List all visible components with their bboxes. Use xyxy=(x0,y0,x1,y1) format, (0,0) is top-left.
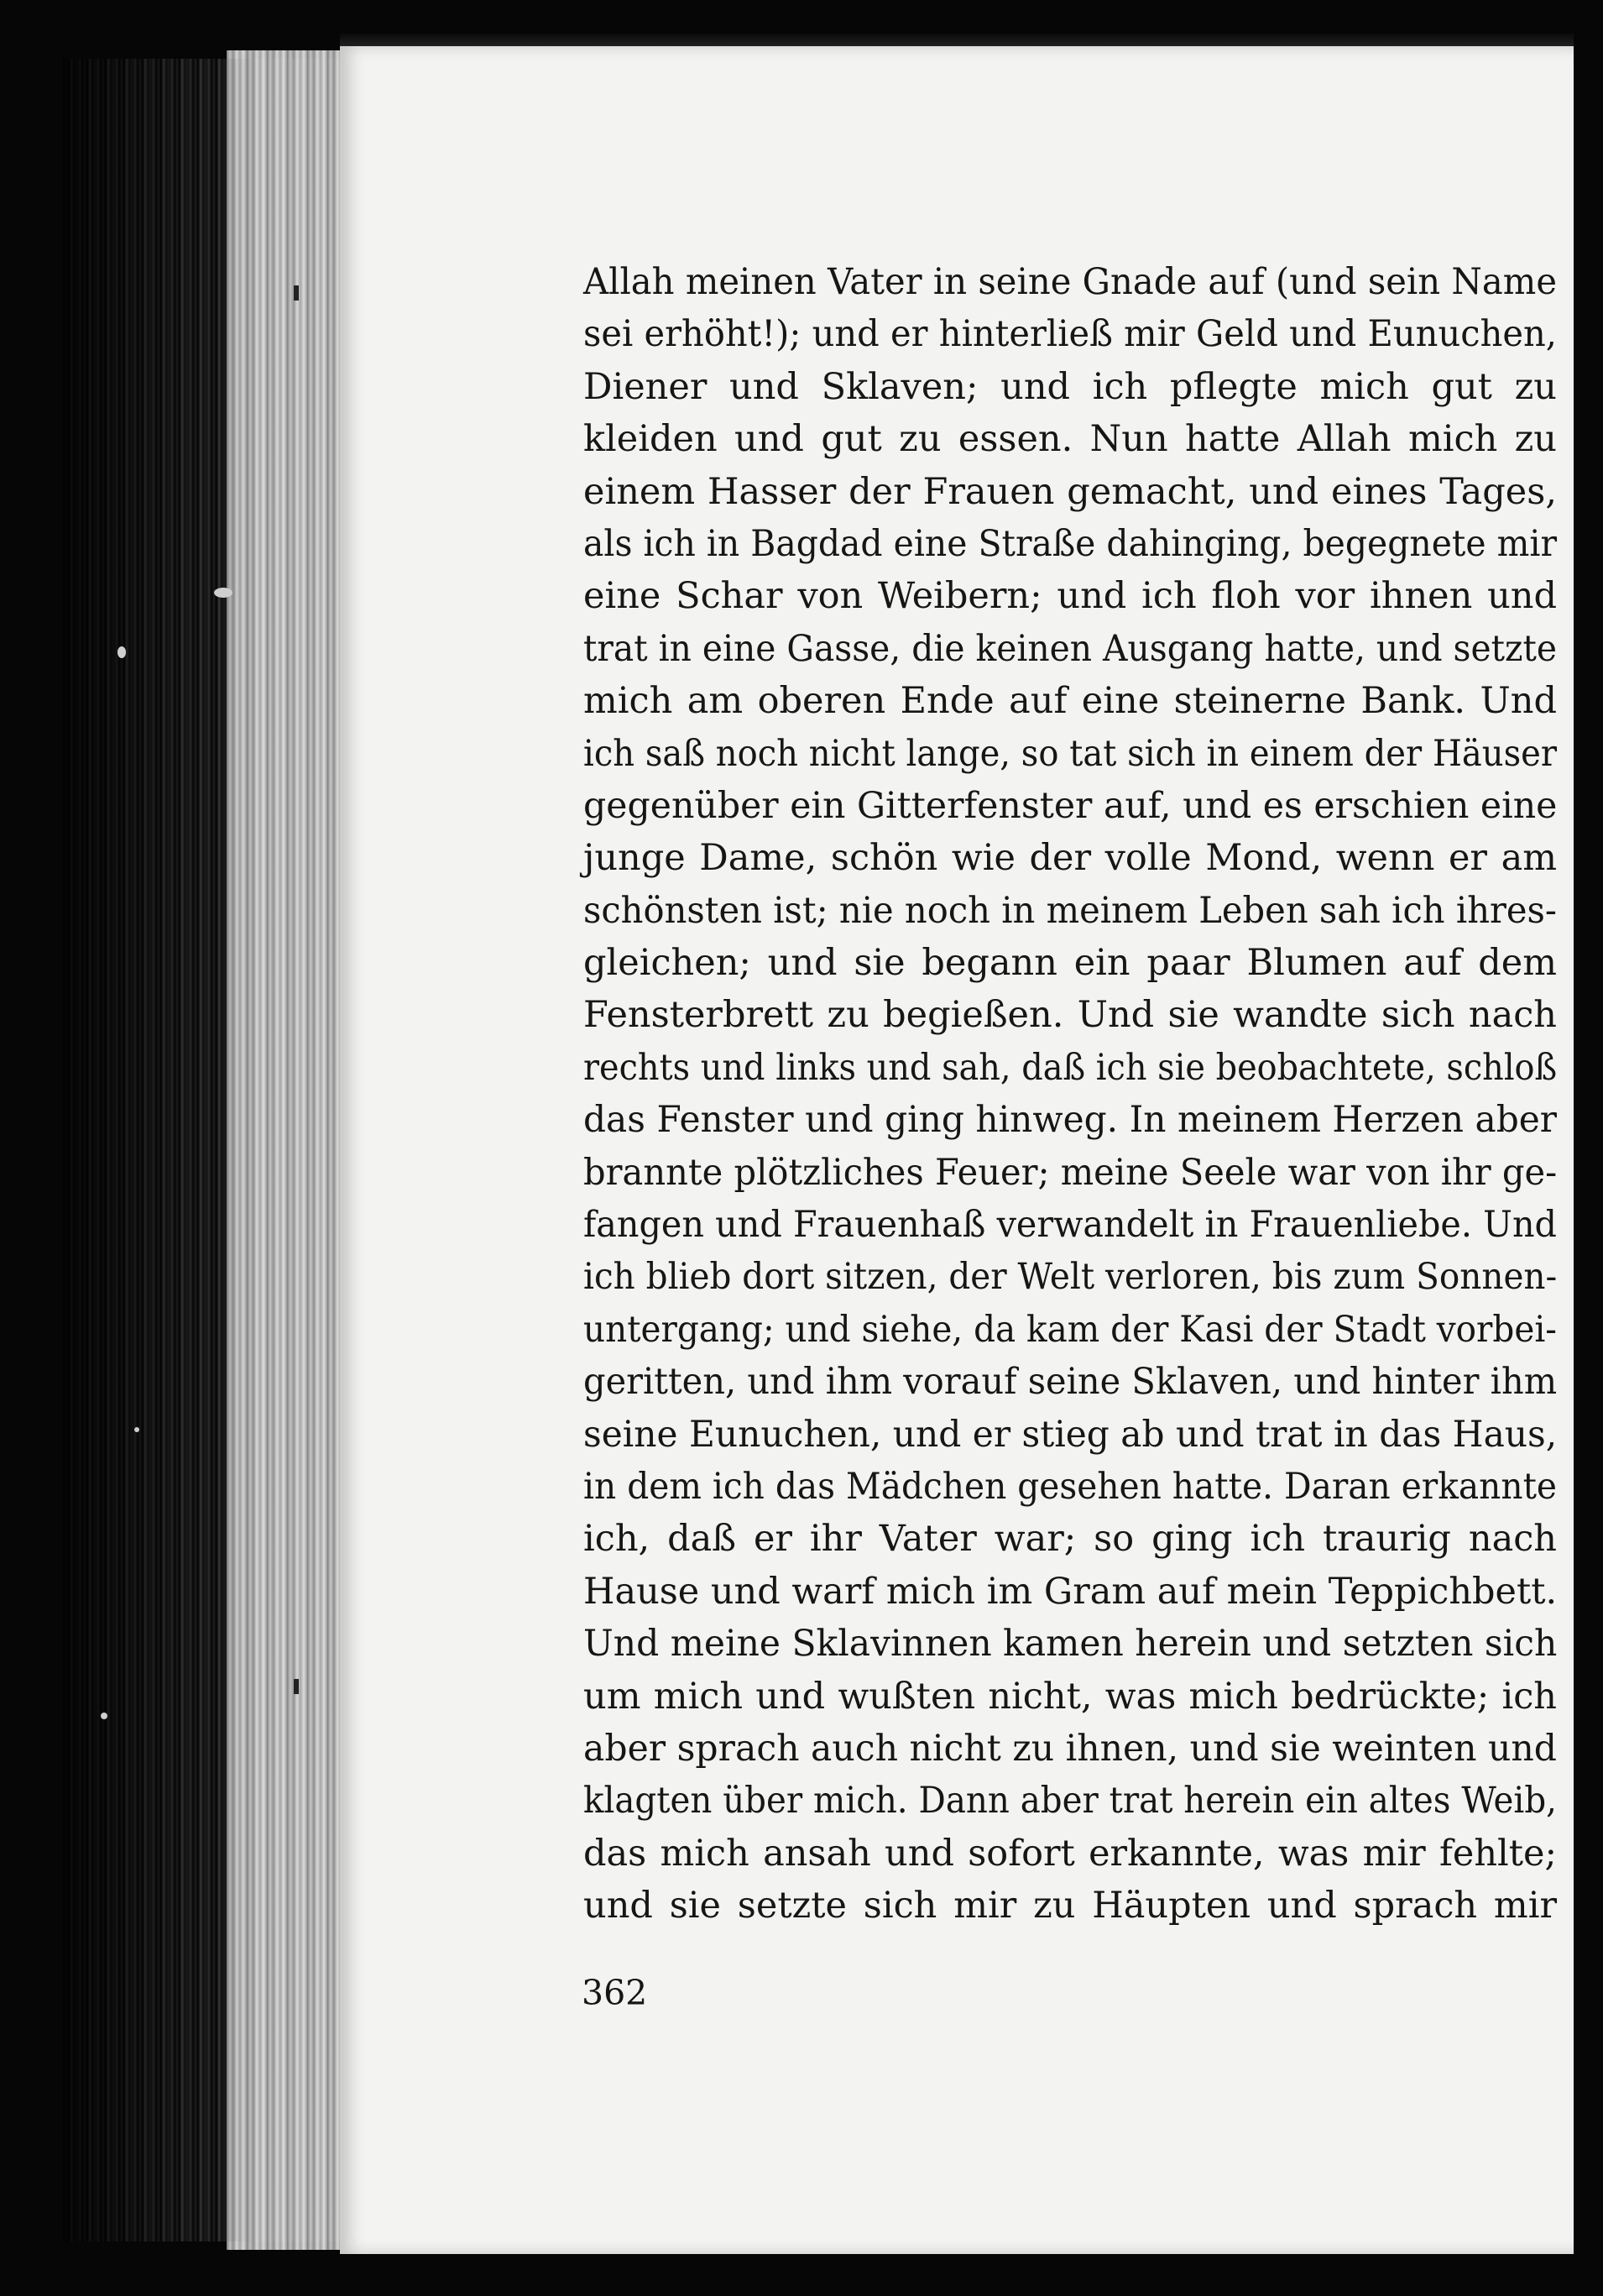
text-line: Allah meinen Vater in seine Gnade auf (und sein Name xyxy=(583,261,1557,303)
text-line: fangen und Frauenhaß verwandelt in Frauenliebe. Und xyxy=(583,1204,1557,1247)
text-line: brannte plötzliches Feuer; meine Seele war von ihr ge- xyxy=(583,1151,1558,1194)
text-line: Fensterbrett zu begießen. Und sie wandte sich nach xyxy=(583,994,1557,1037)
text-line: junge Dame, schön wie der volle Mond, wenn er am xyxy=(583,837,1557,880)
text-line: sei erhöht!); und er hinterließ mir Geld und Eunuchen, xyxy=(583,313,1557,356)
text-line: seine Eunuchen, und er stieg ab und trat in das Haus, xyxy=(583,1413,1558,1456)
text-line: in dem ich das Mädchen gesehen hatte. Daran erkannte xyxy=(583,1465,1557,1508)
text-line: das mich ansah und sofort erkannte, was mir fehlte; xyxy=(583,1832,1557,1875)
text-line: kleiden und gut zu essen. Nun hatte Allah mich zu xyxy=(583,418,1557,461)
text-line: das Fenster und ging hinweg. In meinem Herzen aber xyxy=(583,1099,1557,1142)
text-line: Hause und warf mich im Gram auf mein Teppichbett. xyxy=(583,1570,1558,1613)
scan-speck xyxy=(134,1427,139,1432)
text-line: gleichen; und sie begann ein paar Blumen auf dem xyxy=(583,942,1557,985)
text-line: rechts und links und sah, daß ich sie beobachtete, schloß xyxy=(583,1046,1558,1089)
text-line: eine Schar von Weibern; und ich floh vor ihnen und xyxy=(583,575,1557,618)
text-line: geritten, und ihm vorauf seine Sklaven, und hinter ihm xyxy=(583,1361,1558,1404)
text-line: ich blieb dort sitzen, der Welt verloren, bis zum Sonnen- xyxy=(583,1256,1558,1299)
scan-speck xyxy=(117,646,126,658)
text-line: untergang; und siehe, da kam der Kasi der Stadt vorbei- xyxy=(583,1308,1557,1351)
text-line: Diener und Sklaven; und ich pflegte mich gut zu xyxy=(583,365,1557,408)
text-line: und sie setzte sich mir zu Häupten und sprach mir xyxy=(583,1885,1557,1927)
text-line: schönsten ist; nie noch in meinem Leben sah ich ihres- xyxy=(583,889,1557,932)
margin-mark xyxy=(294,1679,299,1694)
text-line: trat in eine Gasse, die keinen Ausgang hatte, und setzte xyxy=(583,627,1557,670)
body-text xyxy=(583,256,1557,1933)
text-line: aber sprach auch nicht zu ihnen, und sie weinten und xyxy=(583,1727,1557,1770)
text-line: mich am oberen Ende auf eine steinerne Bank. Und xyxy=(583,680,1557,723)
scan-speck xyxy=(214,588,232,598)
edge-shadow xyxy=(59,59,260,2241)
text-line: gegenüber ein Gitterfenster auf, und es erschien eine xyxy=(583,784,1558,827)
text-line: ich saß noch nicht lange, so tat sich in einem der Häuser xyxy=(583,732,1557,775)
text-line: Und meine Sklavinnen kamen herein und setzten sich xyxy=(583,1623,1558,1666)
text-line: ich, daß er ihr Vater war; so ging ich traurig nach xyxy=(583,1518,1557,1561)
text-line: als ich in Bagdad eine Straße dahinging, begegnete mir xyxy=(583,522,1557,565)
page-number: 362 xyxy=(582,1973,648,2013)
scan-speck xyxy=(101,1713,107,1719)
text-line: einem Hasser der Frauen gemacht, und eines Tages, xyxy=(583,470,1557,513)
margin-mark xyxy=(294,285,299,301)
text-line: um mich und wußten nicht, was mich bedrückte; ich xyxy=(583,1675,1557,1718)
text-line: klagten über mich. Dann aber trat herein ein altes Weib, xyxy=(583,1780,1557,1823)
